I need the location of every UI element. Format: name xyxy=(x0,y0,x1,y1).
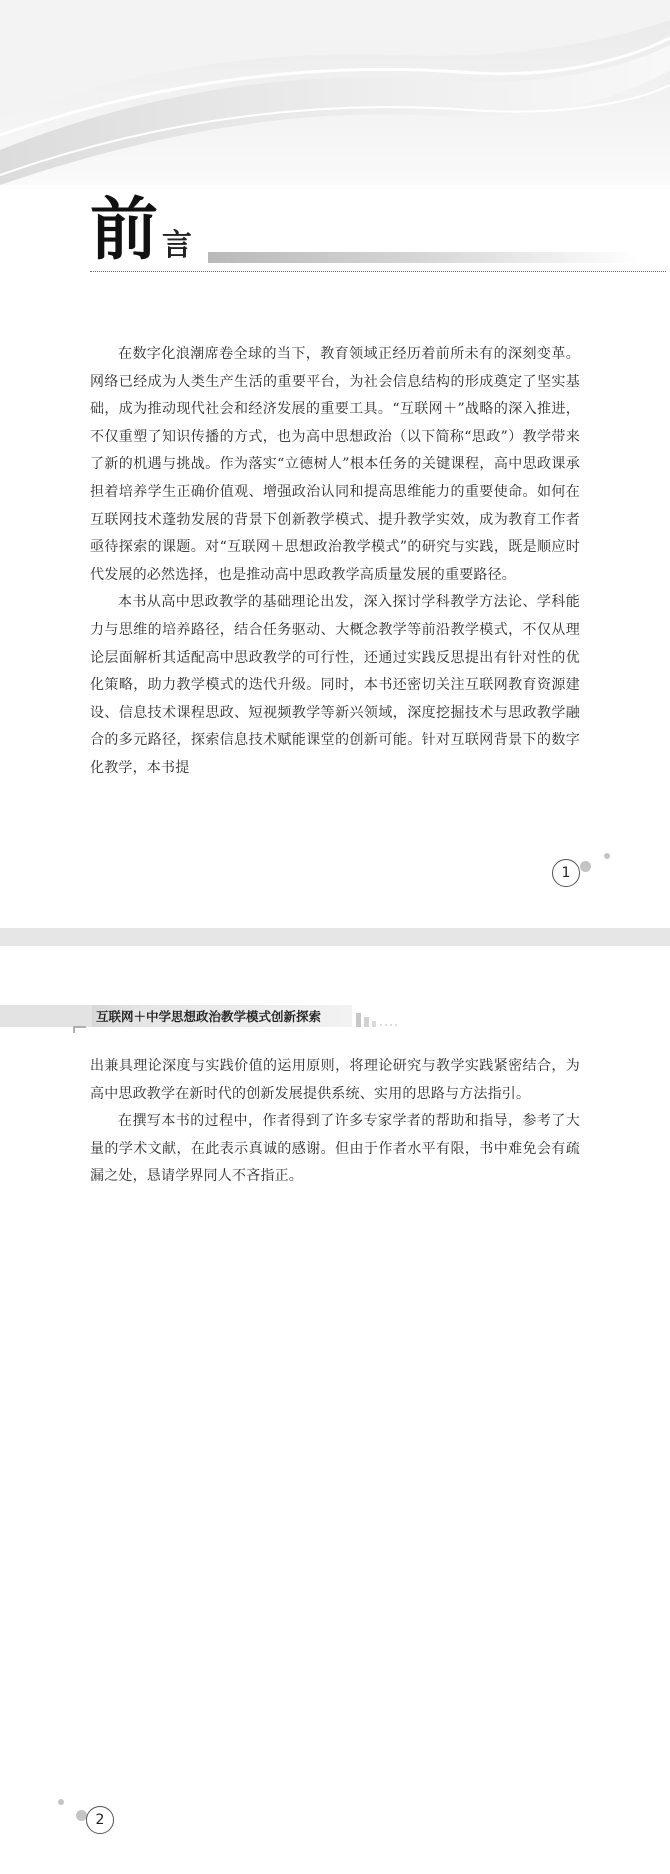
page-number: 2 xyxy=(86,1806,114,1834)
page-number: 1 xyxy=(552,859,580,887)
page1-body xyxy=(90,341,580,783)
preface-heading xyxy=(90,190,666,276)
paragraph-continued: 出兼具理论深度与实践价值的运用原则，将理论研究与教学实践紧密结合，为高中思政教学在新时代的创新发展提供系统、实用的思路与方法指引。 xyxy=(90,1058,580,1102)
heading-gradient-bar xyxy=(208,252,638,263)
running-header xyxy=(0,1003,420,1033)
running-header-title: 互联网＋中学思想政治教学模式创新探索 xyxy=(96,1009,322,1024)
heading-main-char: 前 xyxy=(90,190,159,270)
paragraph: 本书从高中思政教学的基础理论出发，深入探讨学科教学方法论、学科能力与思维的培养路径，结合任务驱动、大概念教学等前沿教学模式，不仅从理论层面解析其适配高中思政教学的可行性，还通过实践反思提出有针对性的优化策略，助力教学模式的迭代升级。同时，本书还密切关注互联网教育资源建设、信息技术课程思政、短视频教学等新兴领域，深度挖掘技术与思政教学融合的多元路径，探索信息技术赋能课堂的创新可能。针对互联网背景下的数字化教学，本书提 xyxy=(90,594,580,776)
decor-dot xyxy=(580,861,591,872)
heading-dotted-rule xyxy=(90,271,666,272)
decor-dot xyxy=(604,853,610,859)
heading-sub-char: 言 xyxy=(162,228,192,263)
paragraph: 在撰写本书的过程中，作者得到了许多专家学者的帮助和指导，参考了大量的学术文献，在此表示真诚的感谢。但由于作者水平有限，书中难免会有疏漏之处，恳请学界同人不吝指正。 xyxy=(90,1113,580,1185)
page2-body xyxy=(90,1053,580,1191)
decor-dot xyxy=(58,1799,64,1805)
paragraph: 在数字化浪潮席卷全球的当下，教育领域正经历着前所未有的深刻变革。网络已经成为人类生产生活的重要平台，为社会信息结构的形成奠定了坚实基础，成为推动现代社会和经济发展的重要工具。“互联网＋”战略的深入推进，不仅重塑了知识传播的方式，也为高中思想政治（以下简称“思政”）教学带来了新的机遇与挑战。作为落实“立德树人”根本任务的关键课程，高中思政课承担着培养学生正确价值观、增强政治认同和提高思维能力的重要使命。如何在互联网技术蓬勃发展的背景下创新教学模式、提升教学实效，成为教育工作者亟待探索的课题。对“互联网＋思想政治教学模式”的研究与实践，既是顺应时代发展的必然选择，也是推动高中思政教学高质量发展的重要路径。 xyxy=(90,346,580,583)
